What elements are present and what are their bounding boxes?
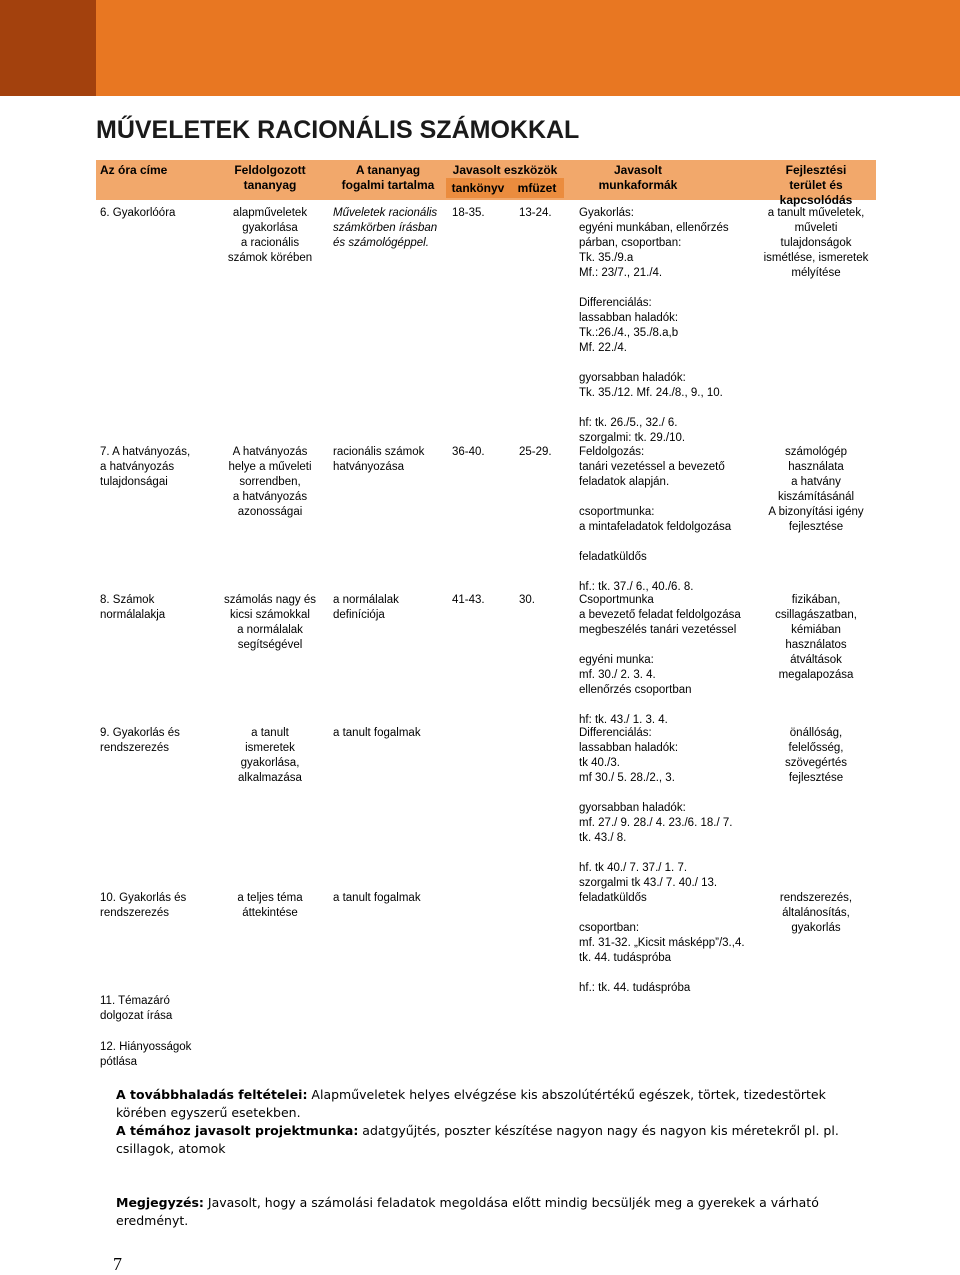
lesson-title: 7. A hatványozás, a hatványozás tulajdonságai (100, 446, 191, 488)
lesson-workbook-pages: 13-24. (519, 207, 552, 219)
header-tools: Javasolt eszközök (452, 163, 558, 177)
lesson-concept: a tanult fogalmak (333, 892, 421, 904)
lesson-development: számológép használata a hatvány kiszámításánál A bizonyítási igény fejlesztése (768, 446, 864, 533)
header-concept: A tananyag fogalmi tartalma (341, 163, 435, 192)
banner-dark-block (0, 0, 96, 96)
remark-text: Javasolt, hogy a számolási feladatok megoldása előtt mindig becsüljék meg a gyerekek a várható eredményt. (116, 1195, 819, 1228)
header-title: Az óra címe (100, 163, 168, 177)
prerequisites-text: Alapműveletek helyes elvégzése kis abszolútértékű egészek, törtek, tizedestörtek körében egyszerű esetekben. (116, 1087, 826, 1120)
lesson-methods: feladatküldős csoportban: mf. 31-32. „Kicsit másképp”/3.,4. tk. 44. tudáspróba hf.: tk. 44. tudáspróba (579, 892, 745, 994)
project-note (116, 1122, 876, 1158)
header-methods: Javasolt munkaformák (598, 163, 678, 192)
lesson-material: a tanult ismeretek gyakorlása, alkalmazása (238, 727, 302, 784)
lesson-development: rendszerezés, általánosítás, gyakorlás (779, 892, 853, 934)
top-banner (0, 0, 960, 96)
lesson-concept: a tanult fogalmak (333, 727, 421, 739)
lesson-title: 10. Gyakorlás és rendszerezés (100, 892, 187, 919)
prerequisites-label: A továbbhaladás feltételei: (116, 1087, 308, 1102)
lesson-development: a tanult műveletek, műveleti tulajdonságok ismétlése, ismeretek mélyítése (763, 207, 869, 279)
lesson-methods: Gyakorlás: egyéni munkában, ellenőrzés párban, csoportban: Tk. 35./9.a Mf.: 23/7., 21./4. Differenciálás: lassabban haladók: Tk.:26./4., 35./8.a,b Mf. 22./4. gyorsabban haladók: Tk. 35./12. Mf. 24./8., 9., 10. hf: tk. 26./5., 32./ 6. szorgalmi: tk. 29./10. (579, 207, 729, 444)
lesson-textbook-pages: 18-35. (452, 207, 485, 219)
project-text: adatgyűjtés, poszter készítése nagyon nagy és nagyon kis méretekről pl. pl. csillagok, atomok (116, 1123, 839, 1156)
header-workbook: mfüzet (517, 181, 557, 195)
header-development: Fejlesztési terület és kapcsolódás (779, 163, 853, 207)
lesson-title: 9. Gyakorlás és rendszerezés (100, 727, 180, 754)
lesson-workbook-pages: 30. (519, 594, 535, 606)
lesson-methods: Csoportmunka a bevezető feladat feldolgozása megbeszélés tanári vezetéssel egyéni munka: mf. 30./ 2. 3. 4. ellenőrzés csoportban hf: tk. 43./ 1. 3. 4. (579, 594, 741, 726)
lesson-title: 8. Számok normálalakja (100, 594, 166, 621)
lesson-workbook-pages: 25-29. (519, 446, 552, 458)
lesson-material: a teljes téma áttekintése (237, 892, 303, 919)
page-number: 7 (113, 1254, 122, 1274)
lesson-methods: Feldolgozás: tanári vezetéssel a bevezető feladatok alapján. csoportmunka: a mintafeladatok feldolgozása feladatküldős hf.: tk. 37./ 6., 40./6. 8. (579, 446, 732, 593)
lesson-material: A hatványozás helye a műveleti sorrendben, a hatványozás azonosságai (228, 446, 312, 518)
lesson-concept: a normálalak definíciója (333, 594, 399, 621)
project-label: A témához javasolt projektmunka: (116, 1123, 359, 1138)
remark-note (116, 1194, 876, 1230)
lesson-concept: racionális számok hatványozása (333, 446, 425, 473)
page-title: MŰVELETEK RACIONÁLIS SZÁMOKKAL (96, 116, 580, 144)
lesson-title: 12. Hiányosságok pótlása (100, 1041, 192, 1068)
lesson-material: számolás nagy és kicsi számokkal a normálalak segítségével (223, 594, 317, 651)
header-textbook: tankönyv (451, 181, 505, 195)
lesson-concept: Műveletek racionális számkörben írásban és számológéppel. (333, 207, 438, 249)
lesson-textbook-pages: 41-43. (452, 594, 485, 606)
header-material: Feldolgozott tananyag (234, 163, 306, 192)
lesson-title: 11. Témazáró dolgozat írása (100, 995, 173, 1022)
lesson-development: önállóság, felelősség, szövegértés fejlesztése (784, 727, 847, 784)
lesson-textbook-pages: 36-40. (452, 446, 485, 458)
lesson-material: alapműveletek gyakorlása a racionális számok körében (227, 207, 313, 264)
remark-label: Megjegyzés: (116, 1195, 204, 1210)
lesson-development: fizikában, csillagászatban, kémiában használatos átváltások megalapozása (775, 594, 857, 681)
prerequisites-note (116, 1086, 876, 1122)
lesson-title: 6. Gyakorlóóra (100, 207, 176, 219)
lesson-methods: Differenciálás: lassabban haladók: tk 40./3. mf 30./ 5. 28./2., 3. gyorsabban haladók: mf. 27./ 9. 28./ 4. 23./6. 18./ 7. tk. 43./ 8. hf. tk 40./ 7. 37./ 1. 7. szorgalmi tk 43./ 7. 40./ 13. (579, 727, 733, 889)
